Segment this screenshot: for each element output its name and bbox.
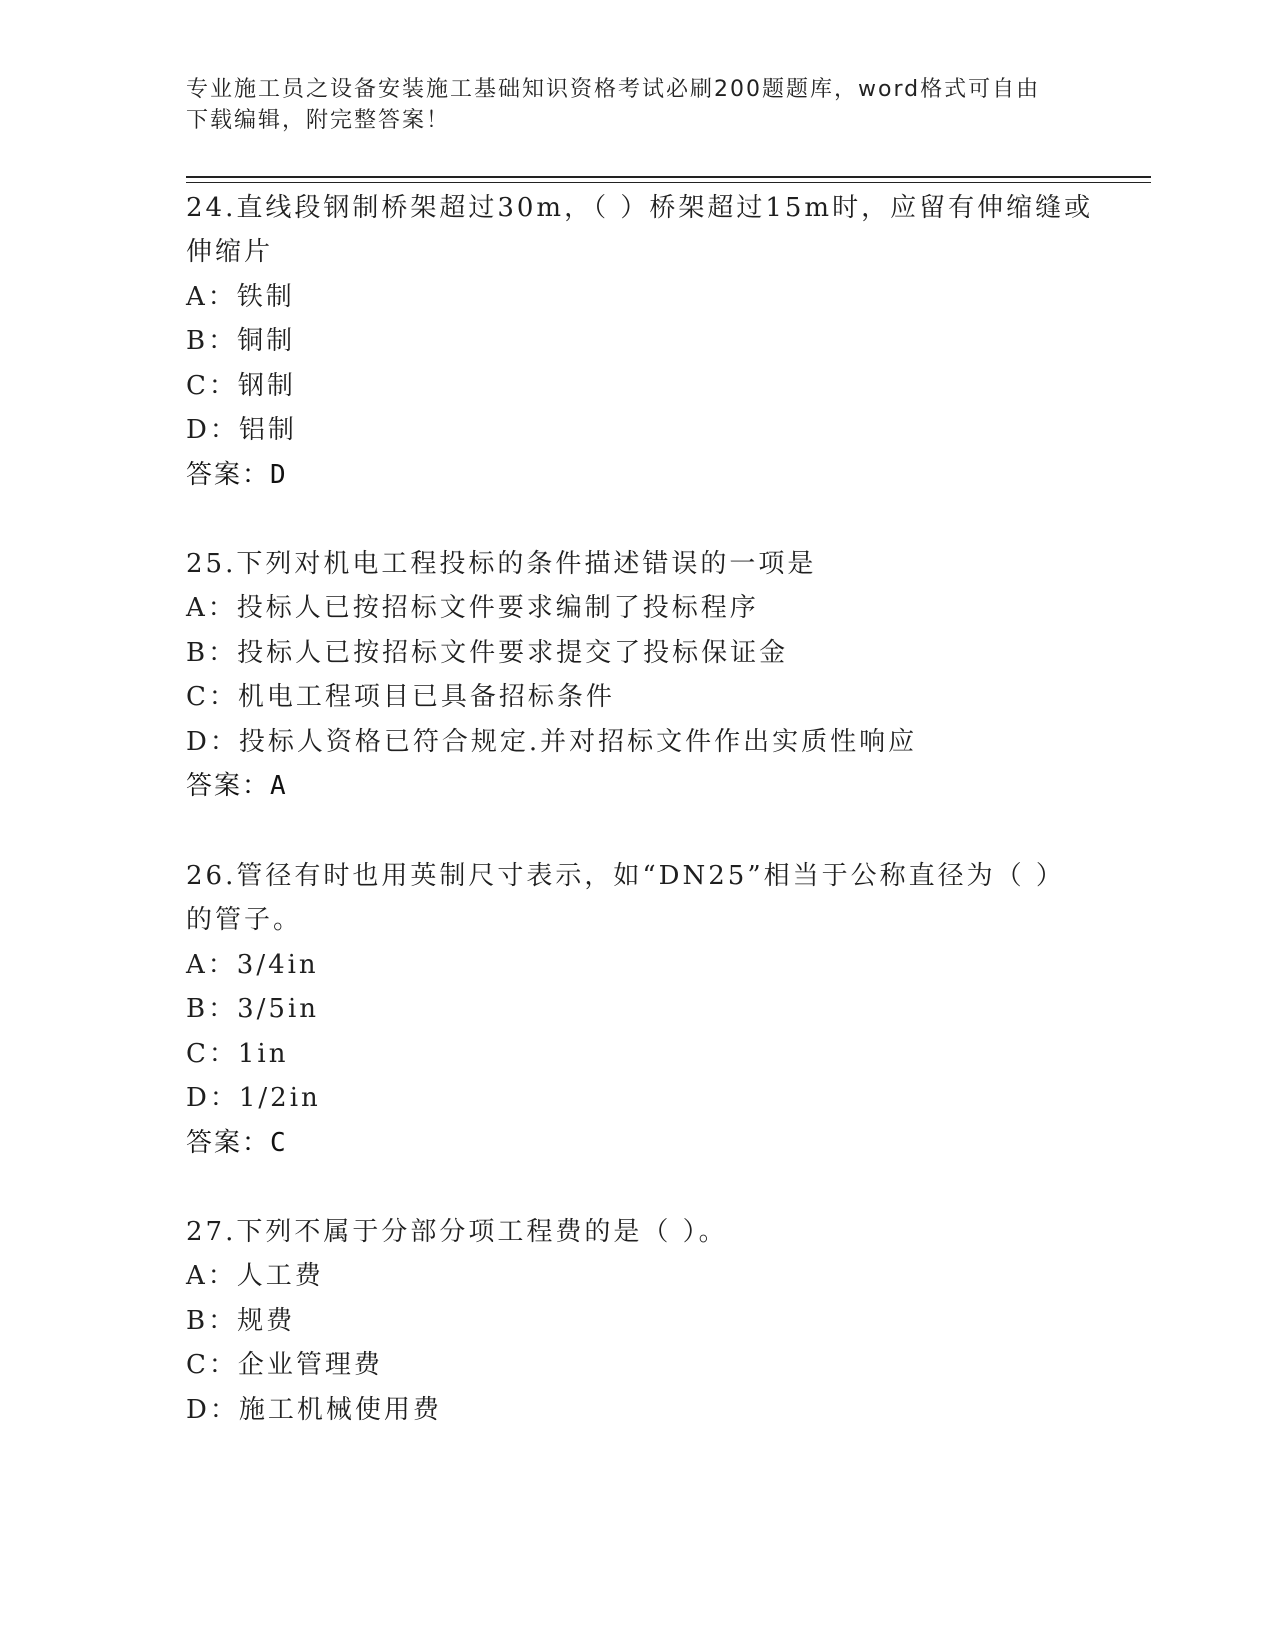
header-line-1: 专业施工员之设备安装施工基础知识资格考试必刷200题题库，word格式可自由 — [186, 77, 1041, 102]
question-stem: 25.下列对机电工程投标的条件描述错误的一项是 — [186, 549, 817, 579]
question-stem: 24.直线段钢制桥架超过30m，（ ）桥架超过15m时，应留有伸缩缝或 — [186, 193, 1094, 223]
document-header — [186, 74, 1086, 136]
answer — [186, 1123, 288, 1163]
answer-label: 答案： — [186, 1128, 271, 1158]
option-a: A：3/4in — [186, 950, 319, 980]
answer-value: A — [270, 771, 288, 801]
option-a: A：投标人已按招标文件要求编制了投标程序 — [186, 593, 759, 623]
option-c: C：机电工程项目已具备招标条件 — [186, 682, 615, 712]
answer-value: C — [270, 1128, 288, 1158]
question-stem-continued: 的管子。 — [186, 905, 303, 935]
header-divider-thin — [186, 182, 1151, 183]
option-a: A：铁制 — [186, 282, 295, 312]
option-b: B：投标人已按招标文件要求提交了投标保证金 — [186, 638, 789, 668]
answer-label: 答案： — [186, 771, 271, 801]
answer — [186, 766, 288, 806]
answer-value: D — [270, 460, 288, 490]
option-b: B：规费 — [186, 1306, 296, 1336]
header-line-2: 下载编辑，附完整答案！ — [186, 108, 451, 133]
option-d: D：1/2in — [186, 1083, 321, 1113]
question-stem-continued: 伸缩片 — [186, 237, 274, 267]
option-d: D：施工机械使用费 — [186, 1395, 442, 1425]
option-b: B：铜制 — [186, 326, 296, 356]
option-c: C：1in — [186, 1039, 289, 1069]
option-c: C：钢制 — [186, 371, 296, 401]
question-stem: 27.下列不属于分部分项工程费的是（ ）。 — [186, 1217, 728, 1247]
option-a: A：人工费 — [186, 1261, 324, 1291]
option-c: C：企业管理费 — [186, 1350, 383, 1380]
option-d: D：铝制 — [186, 415, 297, 445]
answer-label: 答案： — [186, 460, 271, 490]
option-d: D：投标人资格已符合规定.并对招标文件作出实质性响应 — [186, 727, 918, 757]
option-b: B：3/5in — [186, 994, 320, 1024]
answer — [186, 455, 288, 495]
header-divider-thick — [186, 176, 1151, 178]
question-stem: 26.管径有时也用英制尺寸表示，如“DN25”相当于公称直径为（ ） — [186, 861, 1065, 891]
